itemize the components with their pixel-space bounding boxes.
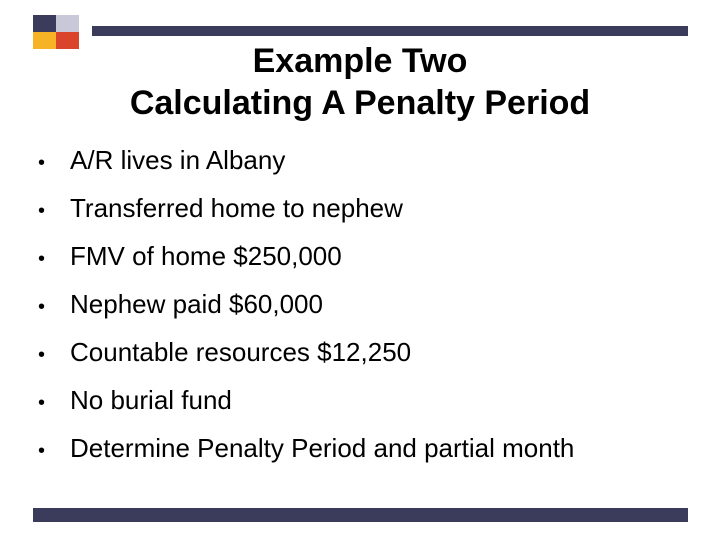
bullet-item [38, 236, 574, 284]
bullet-item [38, 428, 574, 476]
bottom-divider-bar [33, 508, 688, 522]
bullet-icon: • [38, 248, 46, 270]
logo-square-top-right [56, 15, 79, 32]
bullet-icon: • [38, 200, 46, 222]
bullet-text: FMV of home $250,000 [70, 241, 342, 271]
bullet-list [38, 140, 574, 476]
bullet-text: Countable resources $12,250 [70, 337, 412, 367]
bullet-icon: • [38, 344, 46, 366]
bullet-icon: • [38, 392, 46, 414]
bullet-text: Transferred home to nephew [70, 193, 403, 223]
bullet-text: Determine Penalty Period and partial month [70, 433, 575, 463]
title-line-2: Calculating A Penalty Period [129, 84, 591, 122]
bullet-icon: • [38, 152, 46, 174]
bullet-text: No burial fund [70, 385, 232, 415]
bullet-item [38, 332, 574, 380]
bullet-text: A/R lives in Albany [70, 145, 286, 175]
bullet-item [38, 140, 574, 188]
slide-title [0, 40, 720, 124]
bullet-text: Nephew paid $60,000 [70, 289, 323, 319]
logo-square-top-left [33, 15, 56, 32]
top-divider-bar [92, 26, 688, 36]
bullet-item [38, 284, 574, 332]
title-line-1: Example Two [252, 42, 468, 80]
bullet-item [38, 380, 574, 428]
bullet-icon: • [38, 440, 46, 462]
bullet-icon: • [38, 296, 46, 318]
bullet-item [38, 188, 574, 236]
